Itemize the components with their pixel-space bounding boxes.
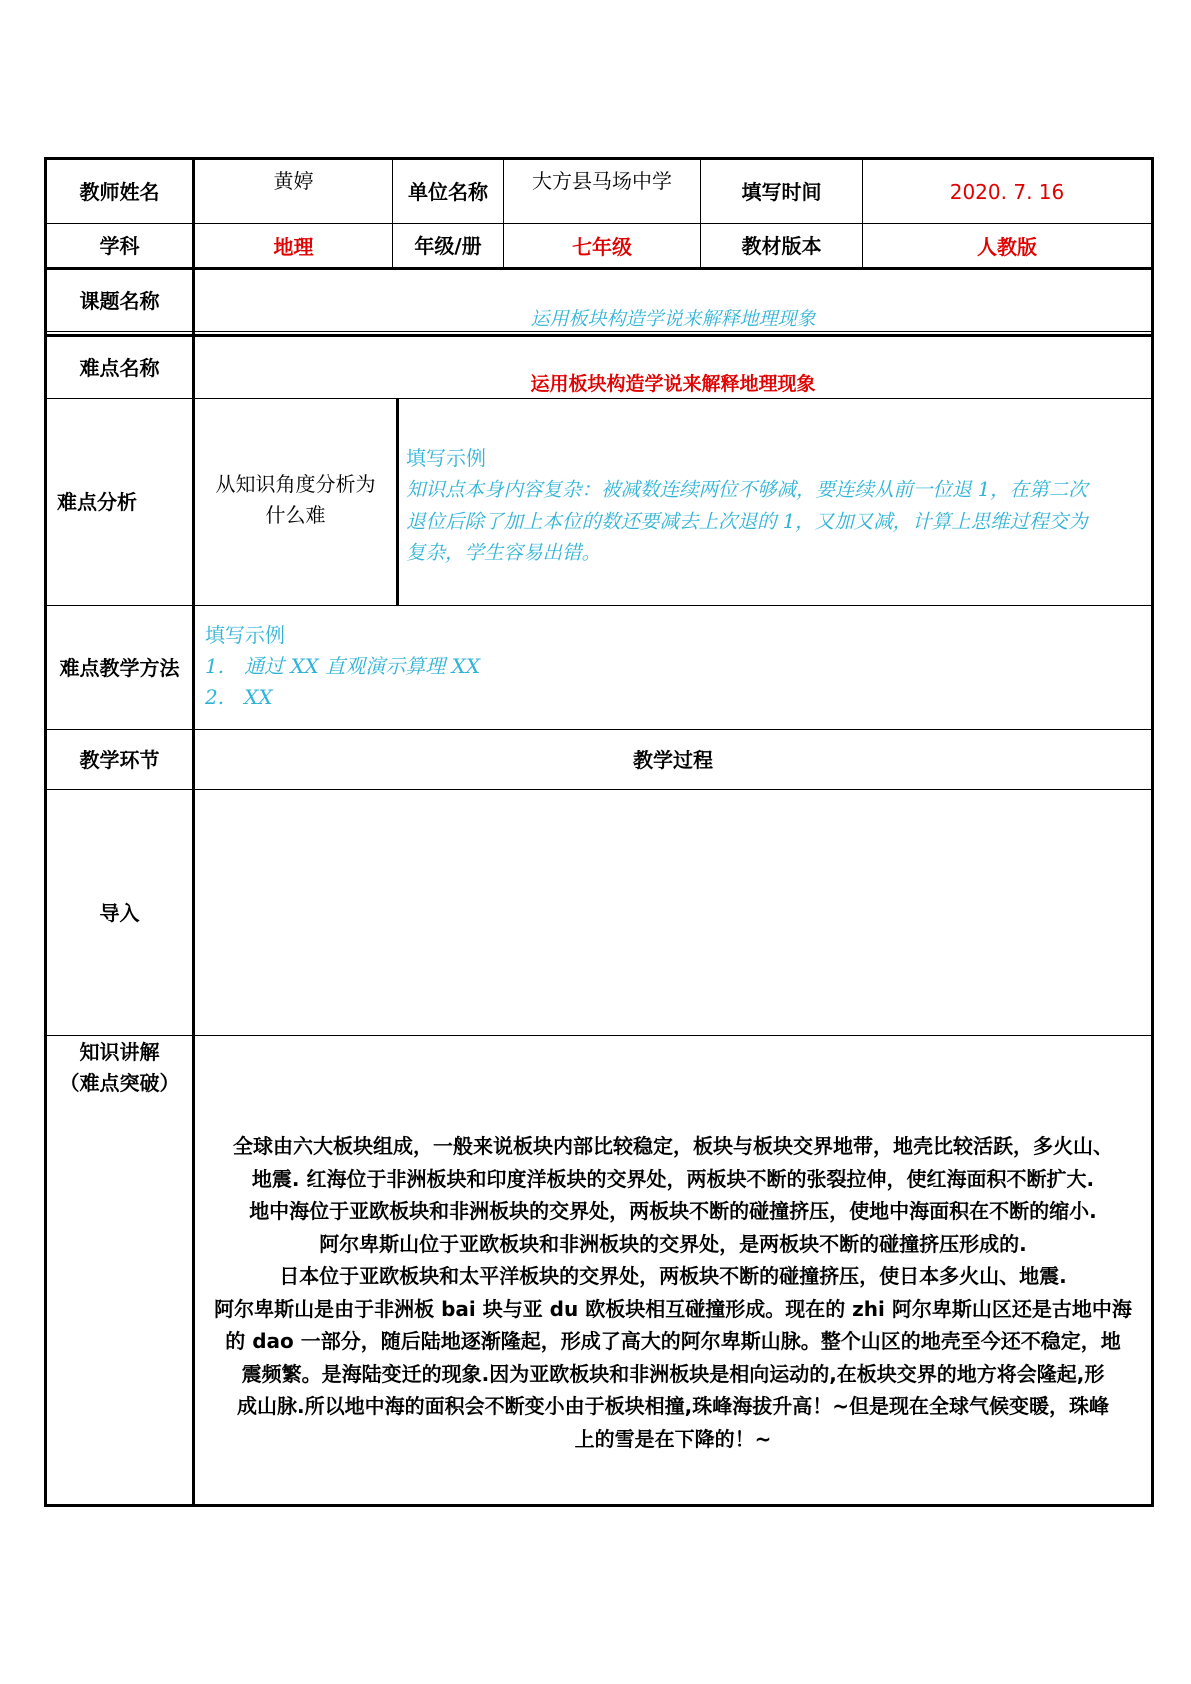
fill-date-label: 填写时间: [741, 179, 822, 204]
edition-label: 教材版本: [741, 233, 822, 258]
knowledge-line: 阿尔卑斯山位于亚欧板块和非洲板块的交界处，是两板块不断的碰撞挤压形成的.: [319, 1231, 1027, 1256]
lesson-plan-table: [44, 157, 1154, 1507]
difficulty-label: 难点名称: [79, 355, 160, 380]
analysis-example-body: [406, 474, 1148, 569]
method-label: 难点教学方法: [59, 655, 180, 680]
unit-name-label: 单位名称: [408, 179, 488, 204]
fill-date-value: 2020. 7. 16: [949, 179, 1065, 204]
analysis-example-line: 退位后除了加上本位的数还要减去上次退的 1，又加又减，计算上思维过程交为: [406, 509, 1088, 533]
grade-value: 七年级: [572, 235, 632, 259]
method-item: 2. XX: [205, 685, 273, 709]
knowledge-line: 上的雪是在下降的！~: [574, 1426, 772, 1451]
knowledge-label: [47, 1037, 192, 1099]
analysis-label: 难点分析: [57, 490, 137, 514]
row-line: [44, 267, 1154, 270]
knowledge-line: 全球由六大板块组成，一般来说板块内部比较稳定，板块与板块交界地带，地壳比较活跃，多火山、: [233, 1134, 1113, 1158]
subject-value: 地理: [273, 235, 314, 259]
knowledge-line: 地中海位于亚欧板块和非洲板块的交界处，两板块不断的碰撞挤压，使地中海面积在不断的缩小.: [249, 1199, 1097, 1223]
knowledge-line: 地震. 红海位于非洲板块和印度洋板块的交界处，两板块不断的张裂拉伸，使红海面积不断扩大.: [251, 1166, 1095, 1191]
method-example-title: 填写示例: [205, 623, 285, 647]
table-border-right: [1151, 157, 1154, 1507]
row-line: [44, 605, 1154, 606]
analysis-sub-label: [195, 469, 396, 539]
row-line: [44, 398, 1154, 399]
subject-label: 学科: [99, 233, 140, 258]
teacher-name-value: 黄婷: [273, 169, 314, 193]
method-item: 1. 通过 XX 直观演示算理 XX: [205, 654, 481, 678]
knowledge-label-line: （难点突破）: [59, 1071, 180, 1095]
intro-label: 导入: [99, 900, 140, 925]
row-line: [44, 331, 1154, 332]
topic-value: 运用板块构造学说来解释地理现象: [530, 308, 816, 330]
knowledge-line: 阿尔卑斯山是由于非洲板 bai 块与亚 du 欧板块相互碰撞形成。现在的 zhi 阿尔卑斯山区还是古地中海: [214, 1296, 1132, 1321]
analysis-example-title: 填写示例: [406, 446, 486, 470]
unit-name-value: 大方县马场中学: [532, 169, 672, 193]
knowledge-content: [195, 1130, 1151, 1455]
analysis-divider: [396, 398, 399, 605]
table-border-bottom: [44, 1504, 1154, 1507]
row-line: [44, 334, 1154, 337]
process-label: 教学过程: [633, 747, 713, 772]
difficulty-value: 运用板块构造学说来解释地理现象: [530, 373, 816, 395]
knowledge-line: 震频繁。是海陆变迁的现象.因为亚欧板块和非洲板块是相向运动的,在板块交界的地方将会隆起,形: [241, 1361, 1105, 1386]
stage-label: 教学环节: [79, 747, 160, 772]
grade-label: 年级/册: [414, 233, 482, 258]
knowledge-line: 成山脉.所以地中海的面积会不断变小由于板块相撞,珠峰海拔升高！~但是现在全球气候变暖，珠峰: [237, 1394, 1109, 1418]
knowledge-line: 的 dao 一部分，随后陆地逐渐隆起，形成了高大的阿尔卑斯山脉。整个山区的地壳至今还不稳定，地: [225, 1329, 1121, 1353]
knowledge-label-line: 知识讲解: [79, 1040, 160, 1064]
topic-label: 课题名称: [79, 288, 160, 313]
intro-content: [195, 790, 1151, 1035]
teacher-name-label: 教师姓名: [79, 179, 160, 204]
row-line: [44, 1035, 1154, 1036]
analysis-sub-label-line: 什么难: [265, 503, 326, 527]
analysis-example-line: 知识点本身内容复杂：被减数连续两位不够减，要连续从前一位退 1，在第二次: [406, 478, 1088, 501]
analysis-sub-label-line: 从知识角度分析为: [215, 472, 376, 496]
knowledge-line: 日本位于亚欧板块和太平洋板块的交界处，两板块不断的碰撞挤压，使日本多火山、地震.: [279, 1264, 1067, 1288]
method-list: [205, 651, 1105, 713]
analysis-example-line: 复杂，学生容易出错。: [406, 541, 602, 564]
edition-value: 人教版: [977, 235, 1037, 259]
